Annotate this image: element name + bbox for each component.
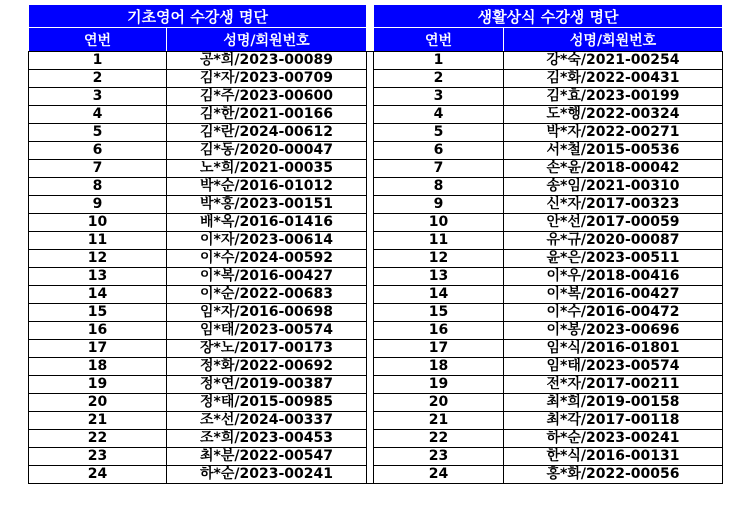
column-gap (367, 412, 374, 430)
left-row-number: 9 (29, 196, 167, 214)
column-gap (367, 28, 374, 52)
left-row-number: 24 (29, 466, 167, 484)
table-row (29, 448, 723, 466)
right-row-number: 13 (374, 268, 504, 286)
table-row (29, 142, 723, 160)
column-gap (367, 448, 374, 466)
left-row-name: 하*순/2023-00241 (167, 466, 367, 484)
right-row-name: 김*효/2023-00199 (504, 88, 723, 106)
table-row (29, 124, 723, 142)
table-row (29, 160, 723, 178)
table-row (29, 340, 723, 358)
column-gap (367, 430, 374, 448)
column-gap (367, 466, 374, 484)
right-row-name: 최*각/2017-00118 (504, 412, 723, 430)
right-row-name: 손*윤/2018-00042 (504, 160, 723, 178)
column-gap (367, 52, 374, 70)
right-row-name: 이*복/2016-00427 (504, 286, 723, 304)
right-row-name: 임*식/2016-01801 (504, 340, 723, 358)
column-gap (367, 250, 374, 268)
right-row-name: 윤*은/2023-00511 (504, 250, 723, 268)
right-row-number: 5 (374, 124, 504, 142)
column-gap (367, 394, 374, 412)
right-row-number: 7 (374, 160, 504, 178)
right-row-name: 홍*화/2022-00056 (504, 466, 723, 484)
right-row-number: 8 (374, 178, 504, 196)
left-row-number: 8 (29, 178, 167, 196)
right-row-name: 박*자/2022-00271 (504, 124, 723, 142)
table-row (29, 430, 723, 448)
left-row-number: 10 (29, 214, 167, 232)
left-row-number: 2 (29, 70, 167, 88)
column-gap (367, 88, 374, 106)
column-gap (367, 5, 374, 28)
table-row (29, 358, 723, 376)
right-row-number: 19 (374, 376, 504, 394)
left-row-name: 노*희/2021-00035 (167, 160, 367, 178)
right-row-name: 안*선/2017-00059 (504, 214, 723, 232)
left-roster-title: 기초영어 수강생 명단 (29, 5, 367, 28)
left-row-number: 12 (29, 250, 167, 268)
table-row (29, 214, 723, 232)
right-row-name: 도*행/2022-00324 (504, 106, 723, 124)
table-row (29, 304, 723, 322)
column-header-row (29, 28, 723, 52)
table-row (29, 376, 723, 394)
table-row (29, 412, 723, 430)
left-row-number: 5 (29, 124, 167, 142)
right-row-name: 강*숙/2021-00254 (504, 52, 723, 70)
right-row-number: 17 (374, 340, 504, 358)
left-row-number: 4 (29, 106, 167, 124)
right-row-number: 10 (374, 214, 504, 232)
right-row-name: 서*철/2015-00536 (504, 142, 723, 160)
right-row-number: 2 (374, 70, 504, 88)
left-row-number: 23 (29, 448, 167, 466)
right-row-name: 이*봉/2023-00696 (504, 322, 723, 340)
left-row-number: 15 (29, 304, 167, 322)
right-row-name: 임*태/2023-00574 (504, 358, 723, 376)
column-gap (367, 214, 374, 232)
left-row-name: 이*순/2022-00683 (167, 286, 367, 304)
table-row (29, 232, 723, 250)
left-row-number: 22 (29, 430, 167, 448)
right-row-number: 4 (374, 106, 504, 124)
table-row (29, 394, 723, 412)
column-gap (367, 358, 374, 376)
left-row-name: 김*한/2021-00166 (167, 106, 367, 124)
left-row-name: 조*선/2024-00337 (167, 412, 367, 430)
left-row-name: 임*태/2023-00574 (167, 322, 367, 340)
right-row-number: 15 (374, 304, 504, 322)
right-row-number: 14 (374, 286, 504, 304)
table-row (29, 268, 723, 286)
right-row-name: 유*규/2020-00087 (504, 232, 723, 250)
column-gap (367, 268, 374, 286)
right-row-name: 송*임/2021-00310 (504, 178, 723, 196)
right-row-name: 이*수/2016-00472 (504, 304, 723, 322)
left-row-number: 3 (29, 88, 167, 106)
left-row-number: 1 (29, 52, 167, 70)
left-row-number: 21 (29, 412, 167, 430)
table-row (29, 286, 723, 304)
column-gap (367, 376, 374, 394)
left-row-name: 박*홍/2023-00151 (167, 196, 367, 214)
left-row-name: 장*노/2017-00173 (167, 340, 367, 358)
left-row-name: 이*복/2016-00427 (167, 268, 367, 286)
left-row-name: 정*화/2022-00692 (167, 358, 367, 376)
right-row-name: 하*순/2023-00241 (504, 430, 723, 448)
right-row-number: 9 (374, 196, 504, 214)
column-gap (367, 106, 374, 124)
left-row-name: 김*주/2023-00600 (167, 88, 367, 106)
column-gap (367, 142, 374, 160)
column-gap (367, 124, 374, 142)
left-row-name: 김*동/2020-00047 (167, 142, 367, 160)
right-row-number: 21 (374, 412, 504, 430)
left-row-number: 19 (29, 376, 167, 394)
right-row-number: 18 (374, 358, 504, 376)
left-row-number: 6 (29, 142, 167, 160)
left-name-header: 성명/회원번호 (167, 28, 367, 52)
table-row (29, 322, 723, 340)
column-gap (367, 322, 374, 340)
table-row (29, 196, 723, 214)
right-row-name: 최*희/2019-00158 (504, 394, 723, 412)
left-row-number: 18 (29, 358, 167, 376)
roster-body (29, 5, 723, 484)
column-gap (367, 304, 374, 322)
left-row-name: 박*순/2016-01012 (167, 178, 367, 196)
right-row-name: 신*자/2017-00323 (504, 196, 723, 214)
table-row (29, 466, 723, 484)
column-gap (367, 160, 374, 178)
left-row-name: 김*자/2023-00709 (167, 70, 367, 88)
right-name-header: 성명/회원번호 (504, 28, 723, 52)
column-gap (367, 178, 374, 196)
table-row (29, 52, 723, 70)
left-row-name: 정*태/2015-00985 (167, 394, 367, 412)
left-row-number: 16 (29, 322, 167, 340)
table-row (29, 88, 723, 106)
right-row-number: 6 (374, 142, 504, 160)
left-row-number: 7 (29, 160, 167, 178)
table-row (29, 106, 723, 124)
left-row-number: 14 (29, 286, 167, 304)
left-row-name: 최*분/2022-00547 (167, 448, 367, 466)
left-row-name: 김*란/2024-00612 (167, 124, 367, 142)
left-row-number: 13 (29, 268, 167, 286)
left-row-name: 배*옥/2016-01416 (167, 214, 367, 232)
left-row-name: 조*희/2023-00453 (167, 430, 367, 448)
column-gap (367, 286, 374, 304)
right-row-name: 이*우/2018-00416 (504, 268, 723, 286)
left-row-name: 이*수/2024-00592 (167, 250, 367, 268)
title-row (29, 5, 723, 28)
left-row-name: 정*연/2019-00387 (167, 376, 367, 394)
right-row-number: 16 (374, 322, 504, 340)
left-row-name: 이*자/2023-00614 (167, 232, 367, 250)
table-row (29, 178, 723, 196)
left-row-number: 20 (29, 394, 167, 412)
right-row-number: 24 (374, 466, 504, 484)
right-row-name: 한*식/2016-00131 (504, 448, 723, 466)
right-row-name: 전*자/2017-00211 (504, 376, 723, 394)
right-row-number: 22 (374, 430, 504, 448)
right-row-number: 23 (374, 448, 504, 466)
right-row-number: 12 (374, 250, 504, 268)
right-row-number: 11 (374, 232, 504, 250)
left-row-name: 임*자/2016-00698 (167, 304, 367, 322)
column-gap (367, 70, 374, 88)
right-number-header: 연번 (374, 28, 504, 52)
right-row-name: 김*화/2022-00431 (504, 70, 723, 88)
right-row-number: 1 (374, 52, 504, 70)
right-row-number: 3 (374, 88, 504, 106)
table-row (29, 70, 723, 88)
column-gap (367, 196, 374, 214)
left-row-name: 공*희/2023-00089 (167, 52, 367, 70)
left-row-number: 11 (29, 232, 167, 250)
right-row-number: 20 (374, 394, 504, 412)
column-gap (367, 340, 374, 358)
column-gap (367, 232, 374, 250)
table-row (29, 250, 723, 268)
left-row-number: 17 (29, 340, 167, 358)
left-number-header: 연번 (29, 28, 167, 52)
right-roster-title: 생활상식 수강생 명단 (374, 5, 723, 28)
roster-table (28, 4, 723, 484)
